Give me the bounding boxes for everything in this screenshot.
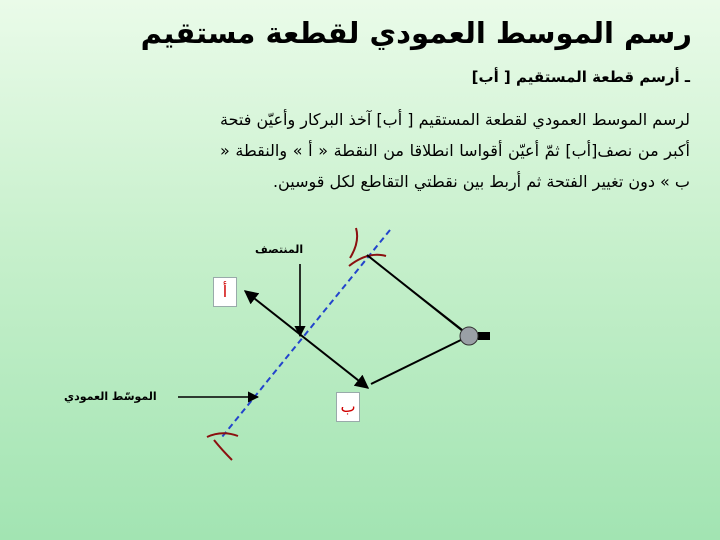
midpoint-label: المنتصف bbox=[255, 243, 304, 256]
bisector-label: الموسّط العمودي bbox=[64, 390, 157, 403]
segment-ab bbox=[245, 291, 368, 388]
slide-title: رسم الموسط العمودي لقطعة مستقيم bbox=[140, 16, 692, 50]
arc-upper-1 bbox=[350, 228, 357, 258]
point-b-label: ب bbox=[336, 392, 360, 422]
point-a-label: أ bbox=[213, 277, 237, 307]
arc-lower-1 bbox=[214, 440, 232, 460]
instruction-paragraph: لرسم الموسط العمودي لقطعة المستقيم [ أب] آخذ البركار وأعيّن فتحة أكبر من نصف[أب] ثمّ أعيّن أقواسا انطلاقا من النقطة « أ » والنقطة « ب » دون تغيير الفتحة ثم أربط بين نقطتي التقاطع لكل قوسين. bbox=[220, 110, 690, 191]
compass-icon bbox=[367, 255, 490, 384]
step-heading: ـ أرسم قطعة المستقيم [ أب] bbox=[471, 68, 690, 86]
perpendicular-bisector-line bbox=[222, 230, 390, 437]
